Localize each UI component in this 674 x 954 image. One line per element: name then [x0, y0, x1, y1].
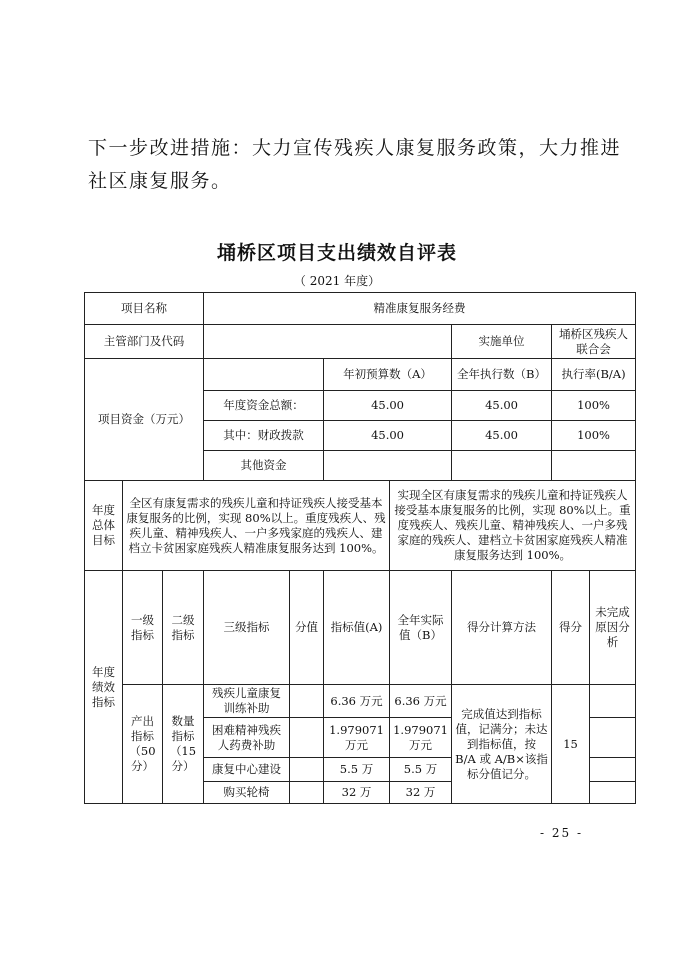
- indicator-name: 购买轮椅: [204, 782, 290, 804]
- indicator-target: 1.979071 万元: [324, 718, 390, 758]
- funds-row-label: 其中：财政拨款: [204, 421, 324, 451]
- indicator-target: 32 万: [324, 782, 390, 804]
- funds-row-actual: [452, 451, 552, 481]
- indicator-target: 5.5 万: [324, 758, 390, 782]
- indicator-weight: [290, 718, 324, 758]
- header-target: 指标值(A): [324, 571, 390, 685]
- indicator-actual: 6.36 万元: [390, 685, 452, 718]
- header-level1: 一级指标: [123, 571, 163, 685]
- table-row: [85, 571, 636, 685]
- funds-row-budget: 45.00: [324, 391, 452, 421]
- header-method: 得分计算方法: [452, 571, 552, 685]
- funds-label-text: 项目资金（万元）: [98, 412, 191, 426]
- project-name-label: 项目名称: [85, 293, 204, 325]
- indicator-name: 康复中心建设: [204, 758, 290, 782]
- dept-value: [204, 325, 452, 359]
- funds-row-actual: 45.00: [452, 421, 552, 451]
- indicator-actual: 1.979071 万元: [390, 718, 452, 758]
- funds-row-rate: [552, 451, 636, 481]
- header-level3: 三级指标: [204, 571, 290, 685]
- header-level2: 二级指标: [163, 571, 204, 685]
- table-row: [85, 359, 636, 391]
- indicator-target: 6.36 万元: [324, 685, 390, 718]
- indicator-name: 困难精神残疾人药费补助: [204, 718, 290, 758]
- performance-table: [84, 292, 636, 804]
- level1-value: 产出指标（50分）: [123, 685, 163, 804]
- indicator-weight: [290, 758, 324, 782]
- goals-label: 年度总体目标: [85, 481, 123, 571]
- indicator-weight: [290, 685, 324, 718]
- header-score: 得分: [552, 571, 590, 685]
- funds-label: [85, 359, 204, 481]
- indicator-actual: 32 万: [390, 782, 452, 804]
- indicator-reason: [590, 782, 636, 804]
- funds-col-budget: 年初预算数（A）: [324, 359, 452, 391]
- header-weight: 分值: [290, 571, 324, 685]
- funds-row-label: 年度资金总额：: [204, 391, 324, 421]
- goals-planned: 全区有康复需求的残疾儿童和持证残疾人接受基本康复服务的比例，实现 80%以上。重度残疾人、残疾儿童、精神残疾人、一户多残家庭的残疾人、建档立卡贫困家庭残疾人精准康复服务达到 100%。: [123, 481, 390, 571]
- header-reason: 未完成原因分析: [590, 571, 636, 685]
- funds-row-budget: 45.00: [324, 421, 452, 451]
- indicator-reason: [590, 758, 636, 782]
- table-subtitle: （ 2021 年度）: [293, 274, 381, 288]
- header-actual: 全年实际值（B）: [390, 571, 452, 685]
- funds-row-actual: 45.00: [452, 391, 552, 421]
- impl-unit-label: 实施单位: [452, 325, 552, 359]
- intro-paragraph: 下一步改进措施：大力宣传残疾人康复服务政策，大力推进社区康复服务。: [88, 137, 622, 192]
- table-row: [85, 293, 636, 325]
- funds-header-blank: [204, 359, 324, 391]
- funds-row-budget: [324, 451, 452, 481]
- impl-unit-value: 埇桥区残疾人联合会: [552, 325, 636, 359]
- method-value: 完成值达到指标值，记满分；未达到指标值，按 B/A 或 A/B×该指标分值记分。: [452, 685, 552, 804]
- indicators-label: 年度绩效指标: [85, 571, 123, 804]
- table-row: [85, 685, 636, 718]
- funds-col-actual: 全年执行数（B）: [452, 359, 552, 391]
- page-number: - 25 -: [540, 826, 584, 840]
- goals-actual: 实现全区有康复需求的残疾儿童和持证残疾人接受基本康复服务的比例，实现 80%以上。重度残疾人、残疾儿童、精神残疾人、一户多残家庭的残疾人、建档立卡贫困家庭残疾人精准康复服务达到 100%。: [390, 481, 636, 571]
- indicator-reason: [590, 718, 636, 758]
- indicator-actual: 5.5 万: [390, 758, 452, 782]
- table-row: [85, 481, 636, 571]
- funds-row-label: 其他资金: [204, 451, 324, 481]
- indicator-reason: [590, 685, 636, 718]
- funds-row-rate: 100%: [552, 421, 636, 451]
- table-title: 埇桥区项目支出绩效自评表: [216, 242, 457, 264]
- funds-row-rate: 100%: [552, 391, 636, 421]
- project-name-value: 精准康复服务经费: [204, 293, 636, 325]
- level2-value: 数量指标（15分）: [163, 685, 204, 804]
- dept-label: 主管部门及代码: [85, 325, 204, 359]
- score-value: 15: [552, 685, 590, 804]
- table-row: [85, 325, 636, 359]
- indicator-name: 残疾儿童康复训练补助: [204, 685, 290, 718]
- indicator-weight: [290, 782, 324, 804]
- funds-col-rate: 执行率(B/A): [552, 359, 636, 391]
